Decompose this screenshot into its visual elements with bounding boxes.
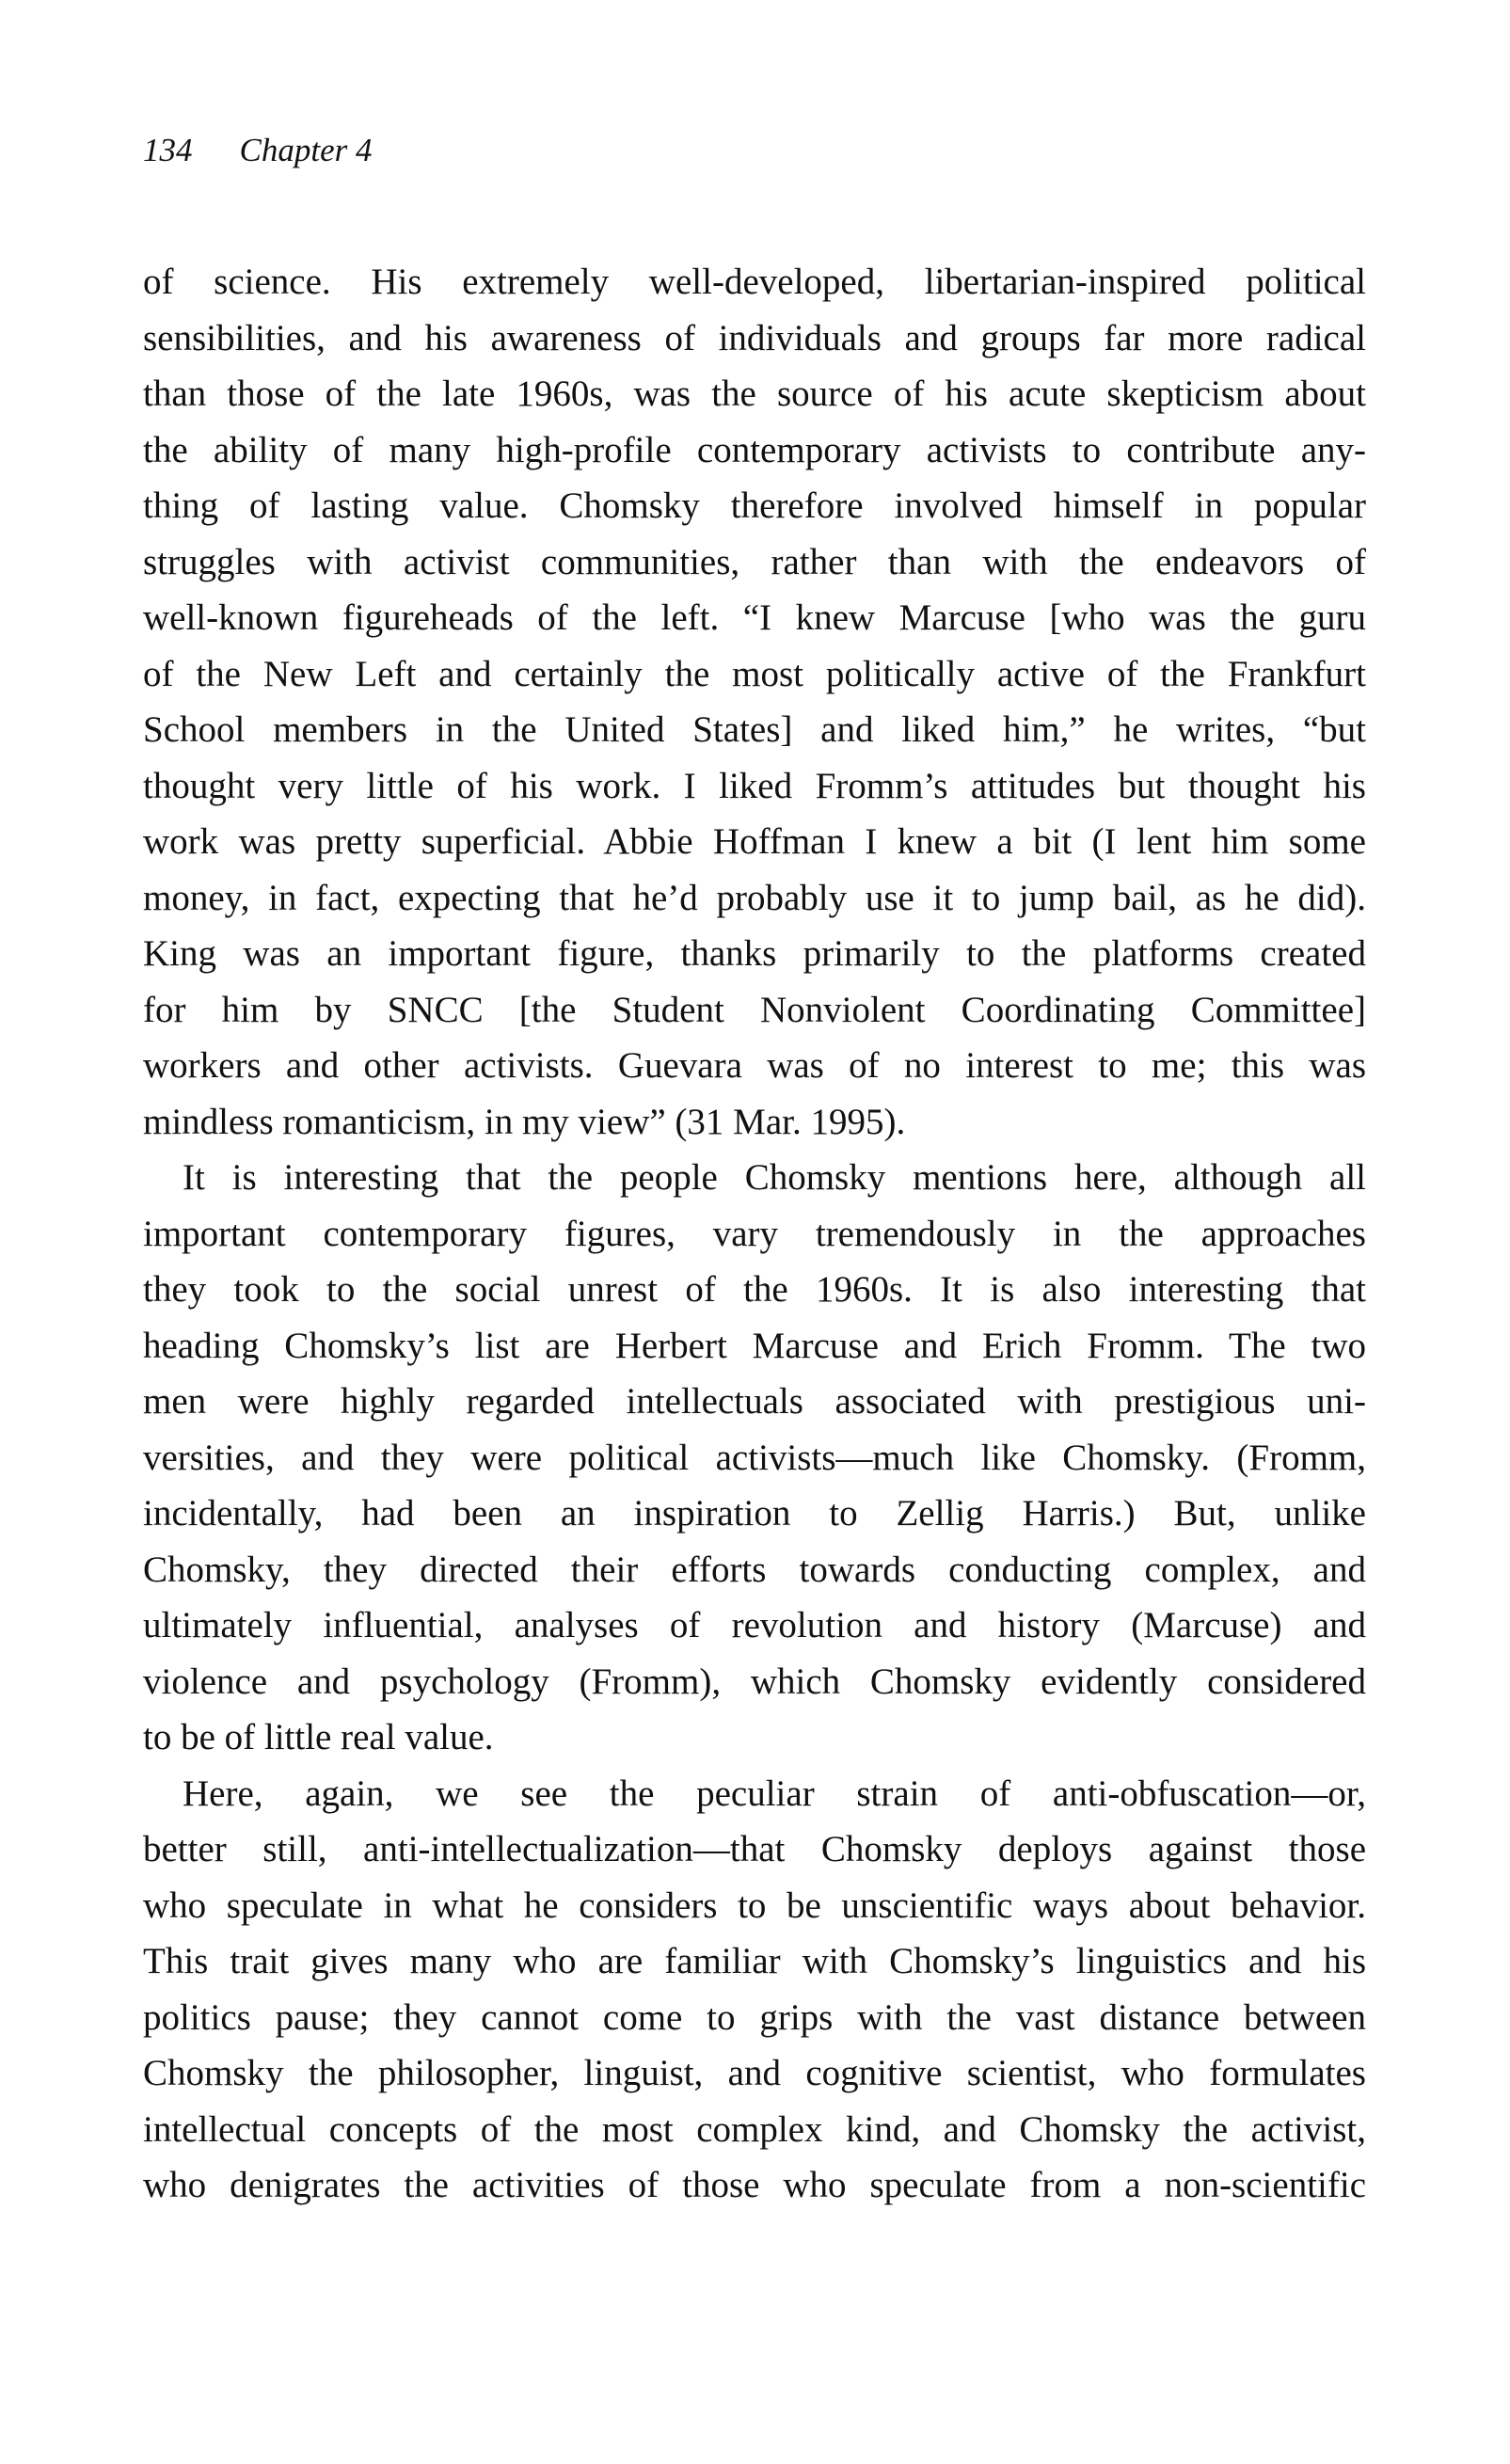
text-line: well-known figureheads of the left. “I knew Marcuse [who was the guru [143,597,1366,638]
text-line: incidentally, had been an inspiration to Zellig Harris.) But, unlike [143,1493,1366,1534]
text-line: thing of lasting value. Chomsky therefore involved himself in popular [143,485,1366,526]
page-number: 134 [143,132,193,168]
text-line: King was an important figure, thanks primarily to the platforms created [143,933,1366,974]
text-line: heading Chomsky’s list are Herbert Marcuse and Erich Fromm. The two [143,1325,1366,1366]
paragraph [143,1150,1366,1766]
text-line: Chomsky the philosopher, linguist, and cognitive scientist, who formulates [143,2053,1366,2093]
text-line: work was pretty superficial. Abbie Hoffman I knew a bit (I lent him some [143,821,1366,862]
text-line: who speculate in what he considers to be unscientific ways about behavior. [143,1884,1366,1926]
text-line: the ability of many high-profile contemporary activists to contribute any- [143,429,1366,470]
text-line: mindless romanticism, in my view” (31 Mar. 1995). [143,1101,906,1142]
text-line: It is interesting that the people Chomsky mentions here, although all [183,1157,1366,1198]
text-line: of the New Left and certainly the most politically active of the Frankfurt [143,653,1366,694]
text-line: ultimately influential, analyses of revolution and history (Marcuse) and [143,1605,1366,1645]
text-line: who denigrates the activities of those who speculate from a non-scientific [143,2165,1366,2205]
text-line: to be of little real value. [143,1717,494,1757]
paragraph [143,254,1366,1150]
running-head [143,134,372,167]
text-line: politics pause; they cannot come to grips with the vast distance between [143,1996,1366,2038]
text-line: important contemporary figures, vary tremendously in the approaches [143,1213,1366,1254]
text-line: intellectual concepts of the most complex kind, and Chomsky the activist, [143,2108,1366,2150]
text-line: of science. His extremely well-developed, libertarian-inspired political [143,262,1366,302]
text-line: Chomsky, they directed their efforts towards conducting complex, and [143,1549,1366,1590]
chapter-title: Chapter 4 [239,132,373,168]
text-line: sensibilities, and his awareness of individuals and groups far more radical [143,317,1366,358]
text-line: This trait gives many who are familiar with Chomsky’s linguistics and his [143,1941,1366,1981]
text-line: workers and other activists. Guevara was of no interest to me; this was [143,1045,1366,1086]
text-line: they took to the social unrest of the 1960s. It is also interesting that [143,1269,1366,1310]
body-text [143,254,1366,2214]
text-line: for him by SNCC [the Student Nonviolent Coordinating Committee] [143,989,1366,1030]
text-line: Here, again, we see the peculiar strain of anti-obfuscation—or, [183,1772,1366,1814]
text-line: money, in fact, expecting that he’d probably use it to jump bail, as he did). [143,877,1366,918]
text-line: struggles with activist communities, rather than with the endeavors of [143,541,1366,582]
paragraph [143,1766,1366,2214]
text-line: School members in the United States] and liked him,” he writes, “but [143,709,1366,750]
text-line: men were highly regarded intellectuals associated with prestigious uni- [143,1381,1366,1422]
text-line: than those of the late 1960s, was the source of his acute skepticism about [143,374,1366,414]
text-line: thought very little of his work. I liked Fromm’s attitudes but thought his [143,765,1366,806]
text-line: versities, and they were political activists—much like Chomsky. (Fromm, [143,1437,1366,1478]
text-line: violence and psychology (Fromm), which Chomsky evidently considered [143,1661,1366,1702]
text-line: better still, anti-intellectualization—that Chomsky deploys against those [143,1829,1366,1869]
